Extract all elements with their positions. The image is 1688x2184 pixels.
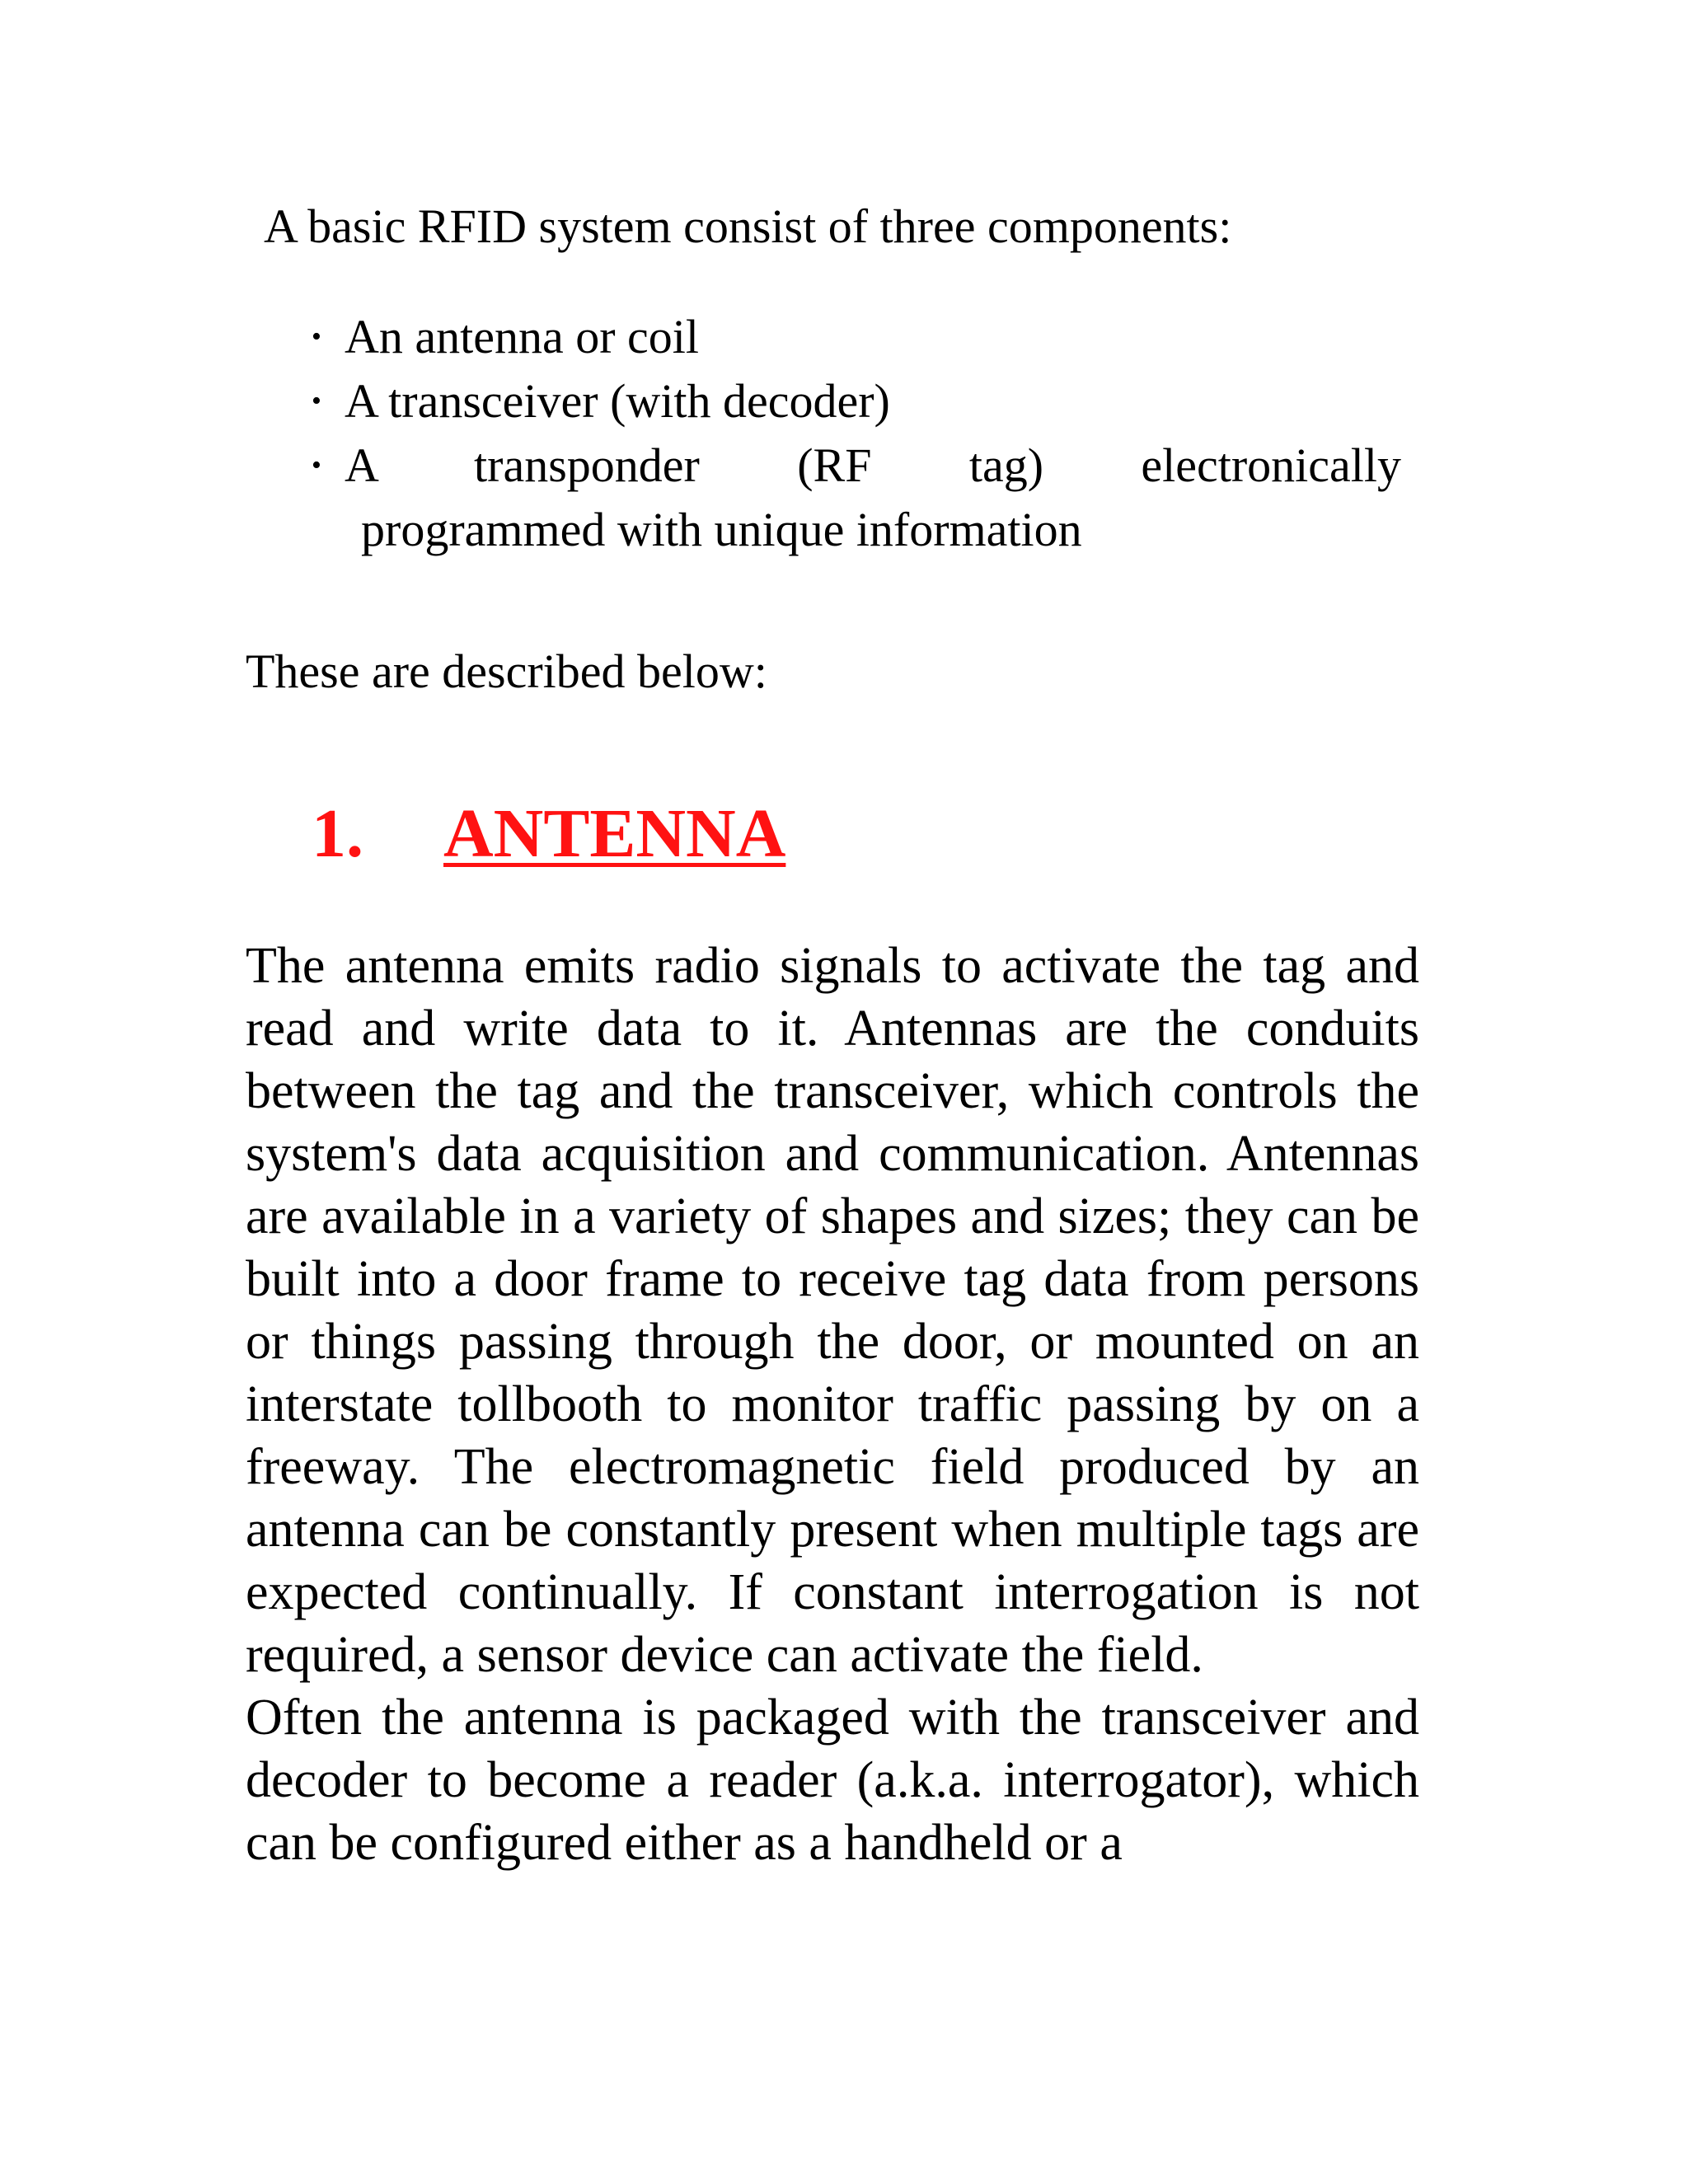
section-heading	[312, 793, 785, 875]
section-body	[246, 935, 1419, 1874]
section-number: 1.	[312, 795, 363, 872]
list-item	[312, 369, 1401, 434]
list-item-text: An antenna or coil	[345, 310, 700, 363]
components-list	[312, 305, 1401, 562]
intro-text: A basic RFID system consist of three components:	[264, 199, 1232, 253]
paragraph: Often the antenna is packaged with the transceiver and decoder to become a reader (a.k.a. interrogator), which can be configured either as a handheld or a	[246, 1690, 1419, 1871]
paragraph: The antenna emits radio signals to activate the tag and read and write data to it. Antennas are the conduits between the tag and the transceiver, which controls the system's data acquisition and communication. Antennas are available in a variety of shapes and sizes; they can be built into a door frame to receive tag data from persons or things passing through the door, or mounted on an interstate tollbooth to monitor traffic passing by on a freeway. The electromagnetic field produced by an antenna can be constantly present when multiple tags are expected continually. If constant interrogation is not required, a sensor device can activate the field.	[246, 938, 1419, 1683]
list-item-text: A transceiver (with decoder)	[345, 374, 890, 428]
described-below-text: These are described below:	[246, 644, 767, 698]
bullet-icon: •	[312, 321, 321, 352]
section-title: ANTENNA	[443, 795, 786, 872]
list-item-text-line-1: A transponder (RF tag) electronically	[345, 438, 1401, 492]
bullet-icon: •	[312, 386, 321, 416]
list-item-text-line-2: programmed with unique information	[361, 503, 1082, 556]
list-item	[312, 305, 1401, 369]
list-item	[312, 434, 1401, 562]
bullet-icon: •	[312, 450, 321, 480]
